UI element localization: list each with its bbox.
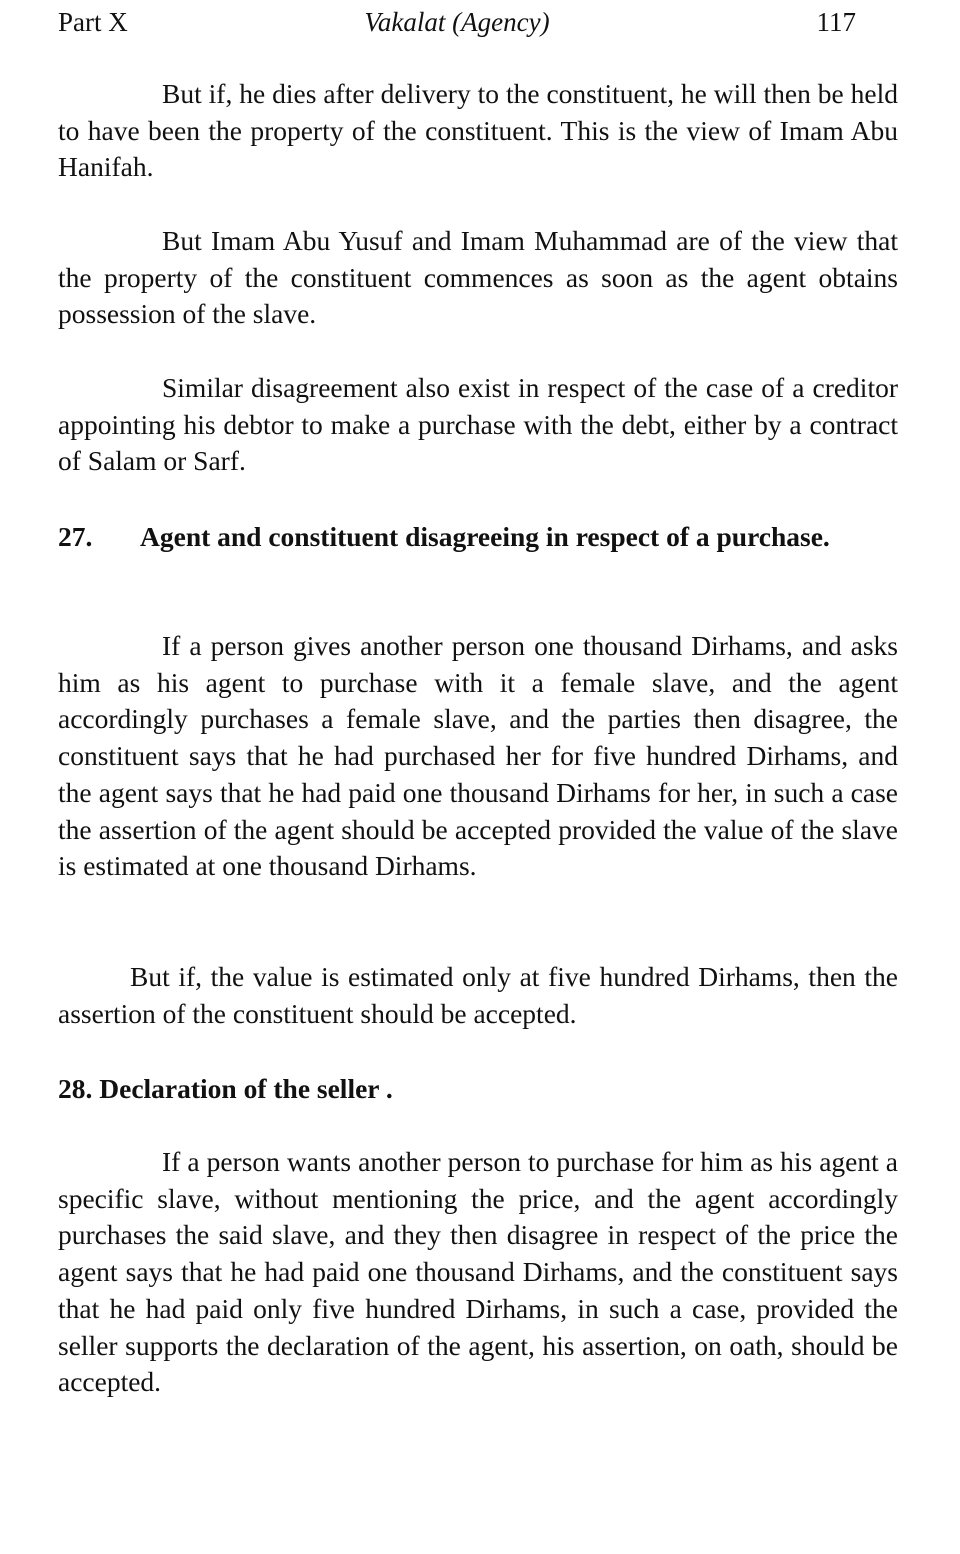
section-28-paragraph-1: If a person wants another person to purchase for him as his agent a specific slave, without mentioning the price, and the agent accordingly purchases the said slave, and they then disagree in respect of the price the agent says that he had paid one thousand Dirhams, and the constituent says that he had paid only five hundred Dirhams, in such a case, provided the seller supports the declaration of the agent, his assertion, on oath, should be accepted. [58, 1146, 898, 1398]
chapter-title: Vakalat (Agency) [364, 7, 550, 37]
page-number: 117 [816, 7, 856, 37]
paragraph-1: But if, he dies after delivery to the constituent, he will then be held to have been the property of the constituent. This is the view of Imam Abu Hanifah. [58, 78, 898, 183]
section-28-heading [58, 1070, 898, 1107]
section-27-paragraph-2: But if, the value is estimated only at five hundred Dirhams, then the assertion of the constituent should be accepted. [58, 961, 898, 1029]
section-28-number: 28. [58, 1073, 93, 1104]
section-27-heading [58, 518, 898, 555]
paragraph-3: Similar disagreement also exist in respect of the case of a creditor appointing his debtor to make a purchase with the debt, either by a contract of Salam or Sarf. [58, 372, 898, 477]
part-label: Part X [58, 7, 128, 37]
section-27-title: Agent and constituent disagreeing in respect of a purchase. [140, 521, 830, 552]
section-27-paragraph-1: If a person gives another person one thousand Dirhams, and asks him as his agent to purchase with it a female slave, and the agent accordingly purchases a female slave, and the parties then disagree, the constituent says that he had purchased her for five hundred Dirhams, and the agent says that he had paid one thousand Dirhams for her, in such a case the assertion of the agent should be accepted provided the value of the slave is estimated at one thousand Dirhams. [58, 630, 898, 882]
section-28-title: Declaration of the seller . [99, 1073, 393, 1104]
running-header [58, 4, 856, 40]
section-27-number: 27. [58, 521, 93, 552]
paragraph-2: But Imam Abu Yusuf and Imam Muhammad are of the view that the property of the constituent commences as soon as the agent obtains possession of the slave. [58, 225, 898, 330]
